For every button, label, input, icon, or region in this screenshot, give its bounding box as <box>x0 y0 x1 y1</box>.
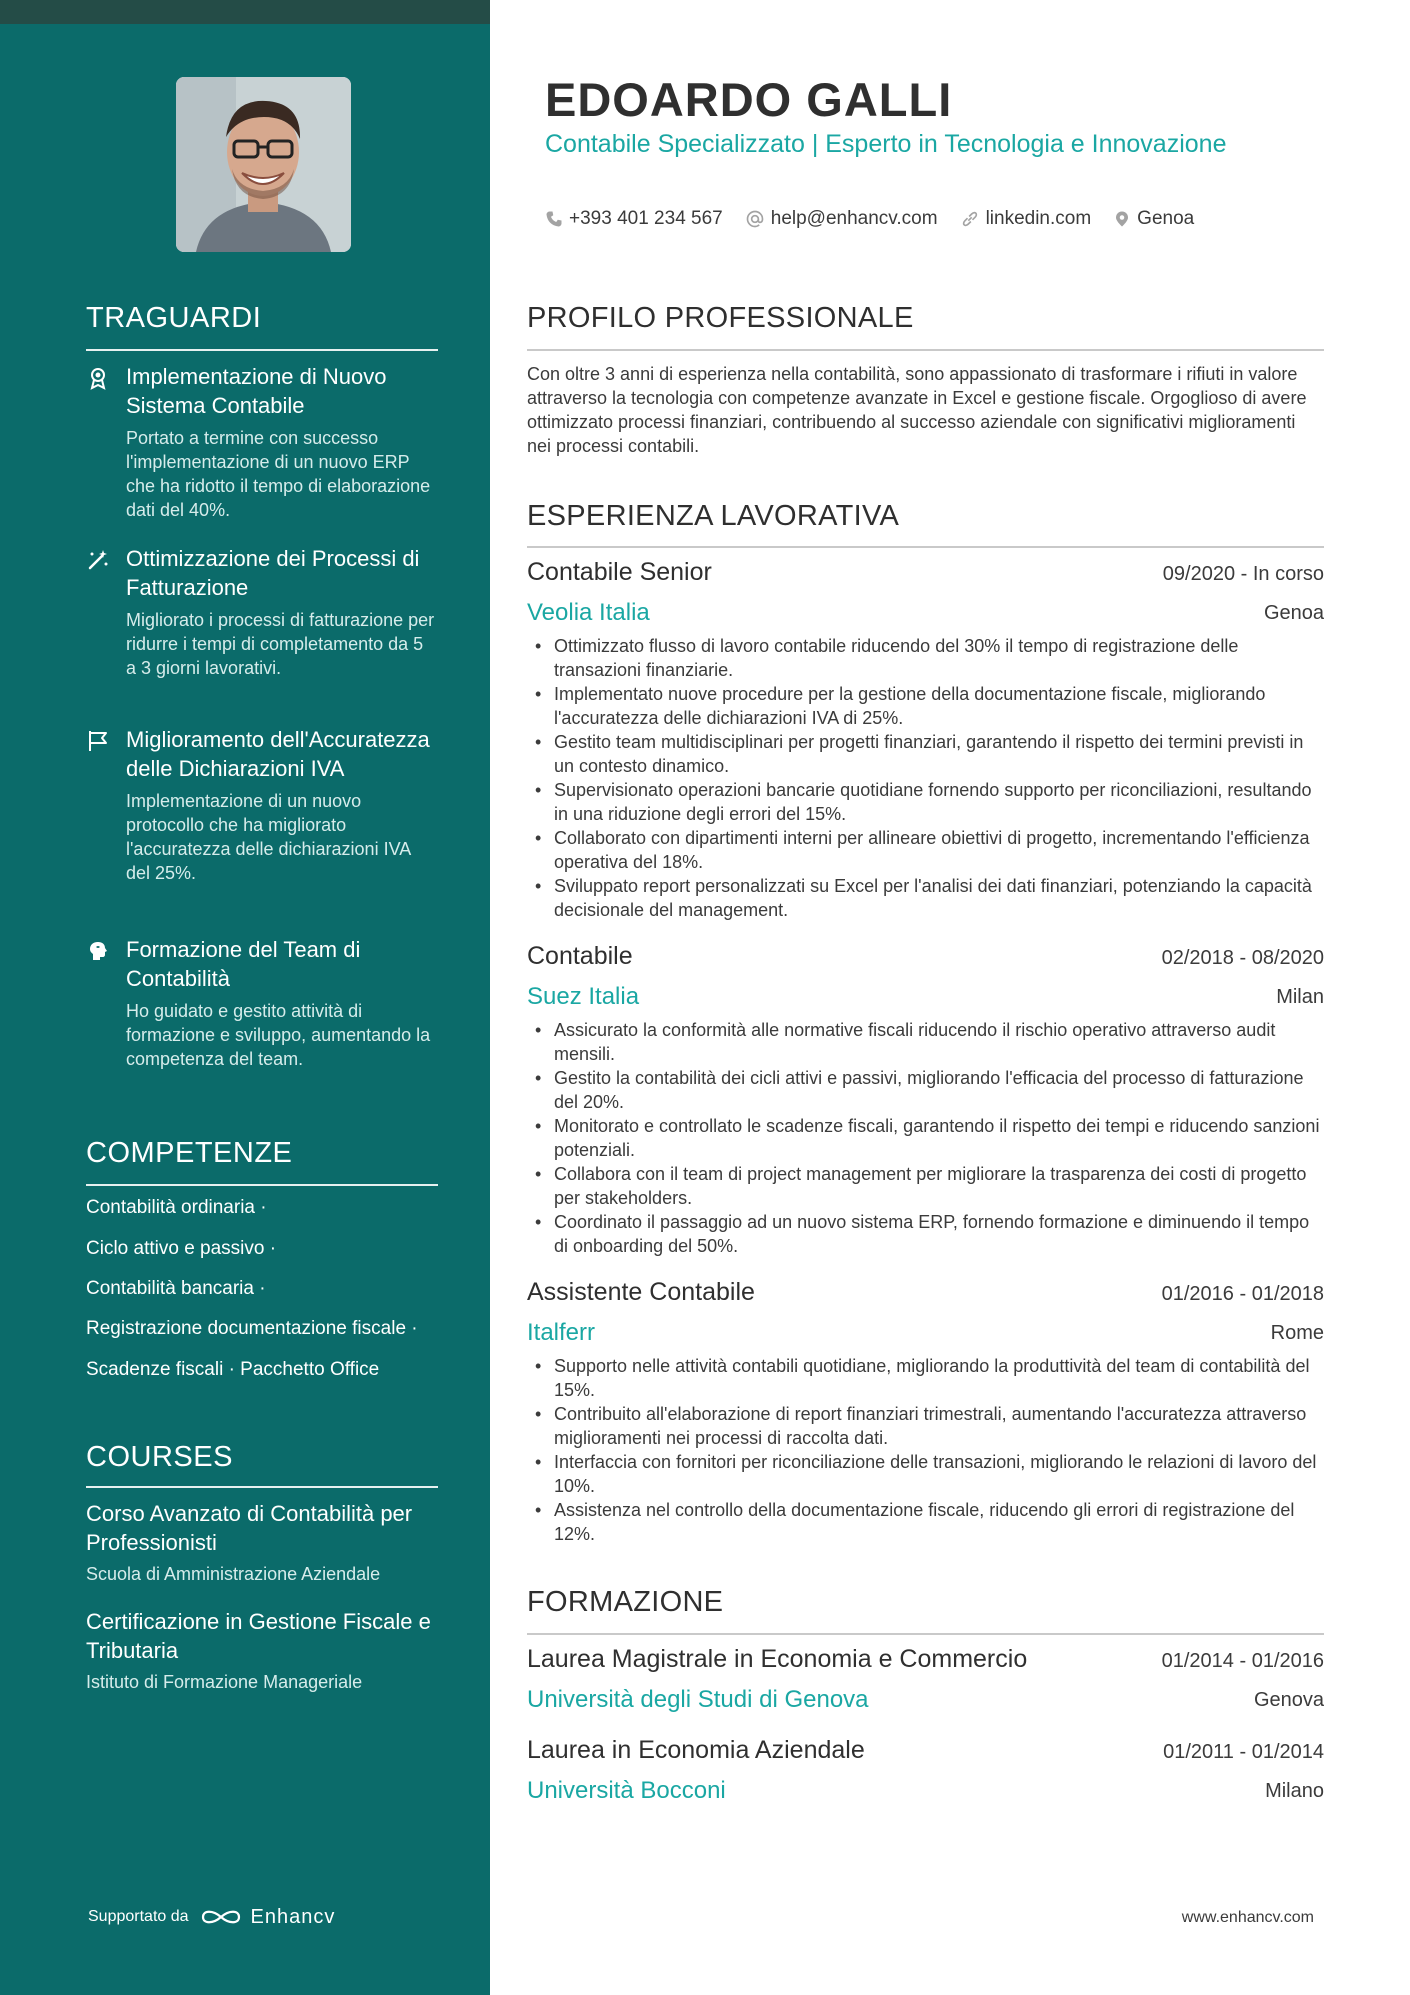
education-degree: Laurea in Economia Aziendale <box>527 1736 865 1764</box>
job-title: Contabile Senior <box>527 558 712 586</box>
job-bullet: • Sviluppato report personalizzati su Excel per l'analisi dei dati finanziari, potenziando la capacità decisionale del management. <box>527 874 1327 922</box>
phone-number: +393 401 234 567 <box>569 208 723 229</box>
job-location: Genoa <box>1263 602 1324 624</box>
profile-title: PROFILO PROFESSIONALE <box>527 302 914 334</box>
skills-title: COMPETENZE <box>86 1137 293 1169</box>
education-location: Genova <box>1253 1689 1324 1711</box>
achievements-title: TRAGUARDI <box>86 302 262 334</box>
link-icon <box>960 209 980 229</box>
job-bullet: • Collaborato con dipartimenti interni per allineare obiettivi di progetto, incrementando l'efficienza operativa del 18%. <box>527 826 1327 874</box>
location-text: Genoa <box>1137 208 1195 229</box>
profile-photo <box>176 77 351 252</box>
skill-item: Registrazione documentazione fiscale · <box>86 1318 418 1339</box>
magic-wand-icon <box>86 548 110 572</box>
job-company: Italferr <box>527 1319 596 1346</box>
sidebar-top-bar <box>0 0 490 24</box>
course-title: Corso Avanzato di Contabilità per Professionisti <box>86 1501 413 1555</box>
achievement-item <box>86 725 438 885</box>
job-title: Assistente Contabile <box>527 1278 755 1306</box>
achievement-title: Implementazione di Nuovo Sistema Contabile <box>126 364 387 418</box>
flag-icon <box>86 729 110 753</box>
skills-divider <box>86 1184 438 1186</box>
profile-summary: Con oltre 3 anni di esperienza nella contabilità, sono appassionato di trasformare i rifiuti in valore attraverso la tecnologia con competenze avanzate in Excel e gestione fiscale. Orgoglioso di avere ottimizzato processi finanziari, contribuendo al successo aziendale con significativi miglioramenti nei processi contabili. <box>527 364 1307 456</box>
profile-divider <box>527 349 1324 351</box>
job-bullet: • Assicurato la conformità alle normative fiscali riducendo il rischio operativo attraverso audit mensili. <box>527 1018 1327 1066</box>
education-school: Università Bocconi <box>527 1777 726 1804</box>
job-title: Contabile <box>527 942 633 970</box>
job-bullet: • Coordinato il passaggio ad un nuovo sistema ERP, fornendo formazione e diminuendo il tempo di onboarding del 50%. <box>527 1210 1327 1258</box>
candidate-headline: Contabile Specializzato | Esperto in Tecnologia e Innovazione <box>545 130 1227 158</box>
phone-icon <box>545 210 563 228</box>
job-company: Suez Italia <box>527 983 640 1010</box>
powered-by <box>88 1905 335 1929</box>
education-school: Università degli Studi di Genova <box>527 1686 869 1713</box>
location-pin-icon <box>1113 209 1131 229</box>
sidebar <box>0 0 490 1995</box>
experience-divider <box>527 546 1324 548</box>
candidate-name: EDOARDO GALLI <box>545 73 953 126</box>
education-degree: Laurea Magistrale in Economia e Commercio <box>527 1645 1028 1673</box>
courses-divider <box>86 1486 438 1488</box>
contact-phone[interactable] <box>545 208 723 230</box>
job-location: Milan <box>1276 986 1324 1008</box>
job-bullets <box>527 1354 1327 1546</box>
courses-title: COURSES <box>86 1441 233 1473</box>
job-bullet: • Monitorato e controllato le scadenze fiscali, garantendo il rispetto dei tempi e riducendo sanzioni potenziali. <box>527 1114 1327 1162</box>
achievement-description: Ho guidato e gestito attività di formazione e sviluppo, aumentando la competenza del team. <box>126 1001 431 1069</box>
job-bullet: • Collabora con il team di project management per migliorare la trasparenza dei costi di progetto per stakeholders. <box>527 1162 1327 1210</box>
powered-by-label: Supportato da <box>88 1908 189 1925</box>
course-school: Istituto di Formazione Manageriale <box>86 1672 363 1692</box>
job-bullet: • Gestito la contabilità dei cicli attivi e passivi, migliorando l'efficacia del processo di fatturazione del 20%. <box>527 1066 1327 1114</box>
brand-name: Enhancv <box>250 1905 336 1928</box>
job-bullet: • Supervisionato operazioni bancarie quotidiane fornendo supporto per riconciliazioni, resultando in una riduzione degli errori del 15%. <box>527 778 1327 826</box>
job-bullet: • Supporto nelle attività contabili quotidiane, migliorando la produttività del team di contabilità del 15%. <box>527 1354 1327 1402</box>
contact-linkedin[interactable] <box>960 208 1092 230</box>
job-bullet: • Interfaccia con fornitori per riconciliazione delle transazioni, migliorando le relazioni di lavoro del 10%. <box>527 1450 1327 1498</box>
education-dates: 01/2011 - 01/2014 <box>1163 1741 1324 1763</box>
job-bullets <box>527 634 1327 922</box>
achievement-title: Formazione del Team di Contabilità <box>126 937 361 991</box>
job-bullet: • Implementato nuove procedure per la gestione della documentazione fiscale, migliorando l'accuratezza delle dichiarazioni IVA di 25%. <box>527 682 1327 730</box>
contact-location <box>1113 208 1194 230</box>
job-dates: 09/2020 - In corso <box>1162 563 1324 585</box>
skill-item: Ciclo attivo e passivo · <box>86 1238 277 1259</box>
achievement-item <box>86 935 438 1071</box>
award-icon <box>86 366 110 390</box>
footer-url[interactable]: www.enhancv.com <box>1181 1909 1314 1926</box>
job-bullets <box>527 1018 1327 1258</box>
course-title: Certificazione in Gestione Fiscale e Tributaria <box>86 1609 431 1663</box>
achievement-title: Miglioramento dell'Accuratezza delle Dichiarazioni IVA <box>126 727 430 781</box>
job-bullet: • Assistenza nel controllo della documentazione fiscale, riducendo gli errori di registrazione del 12%. <box>527 1498 1327 1546</box>
achievement-description: Portato a termine con successo l'implementazione di un nuovo ERP che ha ridotto il tempo di elaborazione dati del 40%. <box>126 428 431 520</box>
achievement-item <box>86 544 438 680</box>
contact-row <box>545 208 1216 230</box>
skill-item: Contabilità bancaria · <box>86 1278 266 1299</box>
brain-icon <box>86 939 110 963</box>
job-company: Veolia Italia <box>527 599 650 626</box>
job-dates: 02/2018 - 08/2020 <box>1161 947 1324 969</box>
job-bullet: • Contribuito all'elaborazione di report finanziari trimestrali, aumentando l'accuratezza attraverso miglioramenti nei processi di raccolta dati. <box>527 1402 1327 1450</box>
job-dates: 01/2016 - 01/2018 <box>1161 1283 1324 1305</box>
email-address: help@enhancv.com <box>770 208 938 229</box>
achievement-description: Migliorato i processi di fatturazione per ridurre i tempi di completamento da 5 a 3 giorni lavorativi. <box>126 610 435 678</box>
achievement-title: Ottimizzazione dei Processi di Fatturazione <box>126 546 420 600</box>
enhancv-logo-icon <box>199 1905 243 1929</box>
education-title: FORMAZIONE <box>527 1586 724 1618</box>
achievements-divider <box>86 349 438 351</box>
linkedin-url: linkedin.com <box>985 208 1092 229</box>
skill-item: Contabilità ordinaria · <box>86 1197 267 1218</box>
achievement-item <box>86 362 438 522</box>
experience-title: ESPERIENZA LAVORATIVA <box>527 500 900 532</box>
skill-item: Scadenze fiscali · Pacchetto Office <box>86 1359 380 1380</box>
achievement-description: Implementazione di un nuovo protocollo che ha migliorato l'accuratezza delle dichiarazioni IVA del 25%. <box>126 791 411 883</box>
education-divider <box>527 1633 1324 1635</box>
job-bullet: • Gestito team multidisciplinari per progetti finanziari, garantendo il rispetto dei termini previsti in un contesto dinamico. <box>527 730 1327 778</box>
job-location: Rome <box>1270 1322 1324 1344</box>
course-school: Scuola di Amministrazione Aziendale <box>86 1564 381 1584</box>
contact-email[interactable] <box>745 208 938 230</box>
job-bullet: • Ottimizzato flusso di lavoro contabile riducendo del 30% il tempo di registrazione delle transazioni finanziarie. <box>527 634 1327 682</box>
education-location: Milano <box>1265 1780 1324 1802</box>
at-icon <box>745 209 765 229</box>
education-dates: 01/2014 - 01/2016 <box>1161 1650 1324 1672</box>
